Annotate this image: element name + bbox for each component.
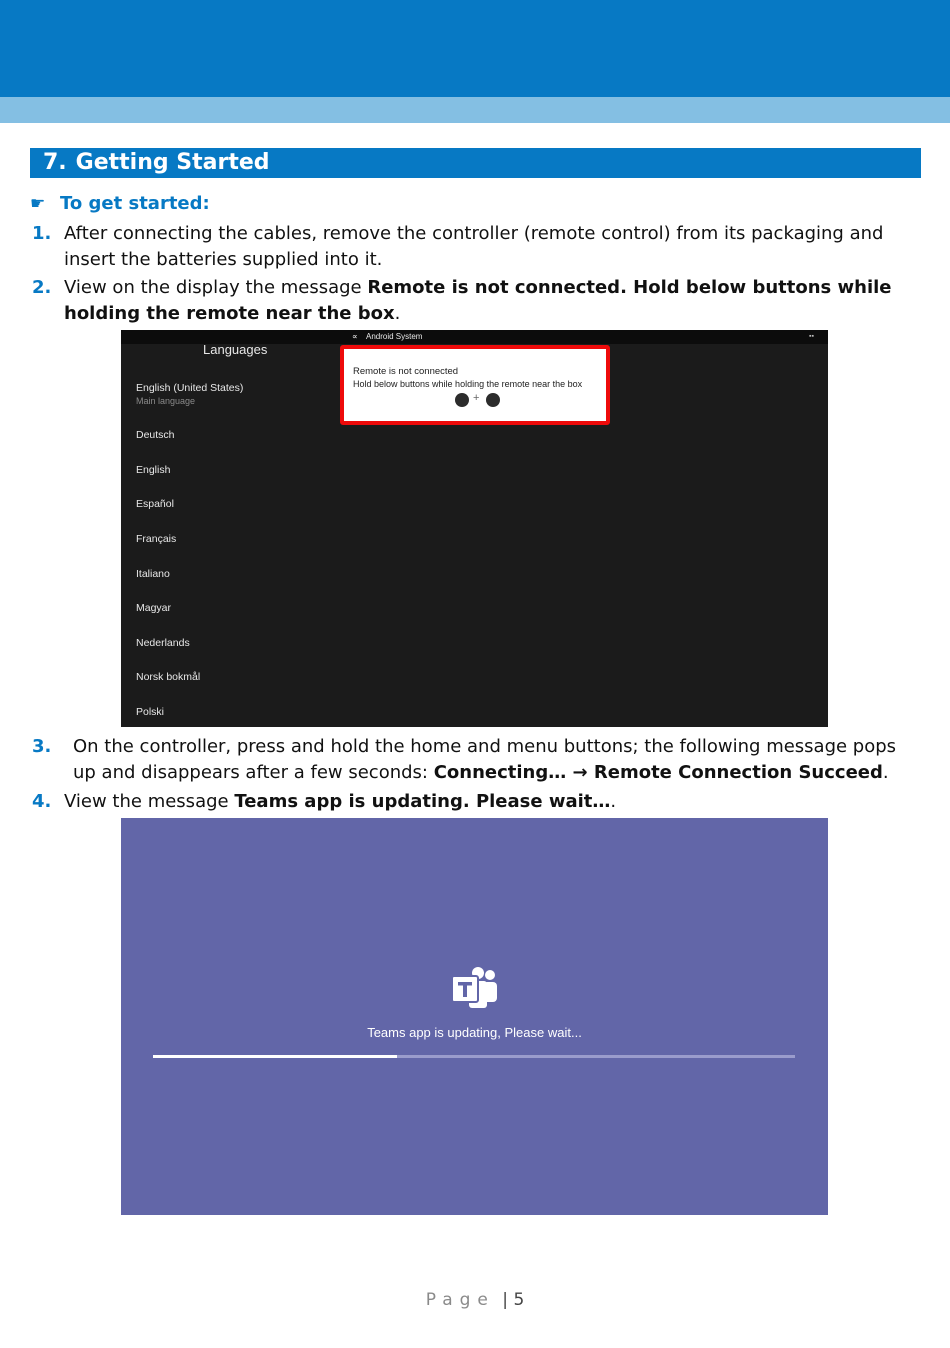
step-text: View the message Teams app is updating. Please wait…. <box>64 791 617 812</box>
language-item[interactable]: Français <box>136 533 177 545</box>
progress-fill <box>153 1055 397 1058</box>
language-item[interactable]: Italiano <box>136 568 170 580</box>
header-strip <box>0 97 950 123</box>
step-text: After connecting the cables, remove the controller (remote control) from its packaging and insert the batteries supplied into it. <box>64 223 884 270</box>
update-message: Teams app is updating, Please wait... <box>367 1025 582 1040</box>
step-number: 4. <box>32 791 52 812</box>
step-emphasis: Teams app is updating. Please wait… <box>234 791 611 812</box>
plus-sign: + <box>473 392 480 404</box>
section-heading <box>30 148 921 178</box>
step-2 <box>30 275 914 326</box>
step-emphasis: Connecting… → Remote Connection Succeed <box>433 761 883 783</box>
progress-bar <box>153 1055 795 1058</box>
main-language[interactable]: English (United States) <box>136 382 244 394</box>
step-number: 1. <box>32 223 52 244</box>
language-item[interactable]: Nederlands <box>136 637 190 649</box>
system-logo-icon: ∝ <box>352 332 358 341</box>
menu-button-icon <box>486 393 500 407</box>
intro-text: To get started: <box>60 193 210 214</box>
language-item[interactable]: Polski <box>136 706 165 718</box>
system-title: Android System <box>366 332 423 341</box>
intro-line <box>30 191 210 217</box>
main-language-sub: Main language <box>136 396 196 406</box>
language-item[interactable]: Norsk bokmål <box>136 671 201 683</box>
remote-not-connected-popup <box>340 345 610 425</box>
android-screenshot <box>121 330 828 727</box>
popup-title: Remote is not connected <box>353 366 459 377</box>
step-1 <box>30 221 914 272</box>
status-icons: ▪▪ <box>809 333 814 340</box>
step-text: View on the display the message Remote is not connected. Hold below buttons while holding the remote near the box. <box>64 277 892 324</box>
step-3 <box>30 734 916 785</box>
pointing-hand-icon: ☛ <box>30 194 46 214</box>
page-footer <box>0 1290 950 1310</box>
step-number: 2. <box>32 277 52 298</box>
language-item[interactable]: Deutsch <box>136 429 175 441</box>
step-text: On the controller, press and hold the home and menu buttons; the following message pops up and disappears after a few seconds: Connecting… → Remote Connection Succeed. <box>73 736 897 783</box>
language-item[interactable]: English <box>136 464 171 476</box>
section-title: Getting Started <box>75 150 270 175</box>
popup-message: Hold below buttons while holding the remote near the box <box>353 379 583 389</box>
page-separator: | <box>502 1290 509 1310</box>
step-4 <box>30 789 914 815</box>
teams-update-screenshot <box>121 818 828 1215</box>
language-item[interactable]: Magyar <box>136 602 172 614</box>
page-number: 5 <box>513 1290 525 1310</box>
teams-logo-icon <box>450 966 500 1014</box>
step-emphasis: Remote is not connected. Hold below buttons while holding the remote near the box <box>64 277 892 324</box>
home-button-icon <box>455 393 469 407</box>
section-number: 7. <box>43 150 67 175</box>
languages-title: Languages <box>203 342 268 357</box>
step-number: 3. <box>32 736 52 757</box>
header-band <box>0 0 950 97</box>
language-item[interactable]: Español <box>136 498 174 510</box>
page-label: Page <box>425 1290 495 1310</box>
